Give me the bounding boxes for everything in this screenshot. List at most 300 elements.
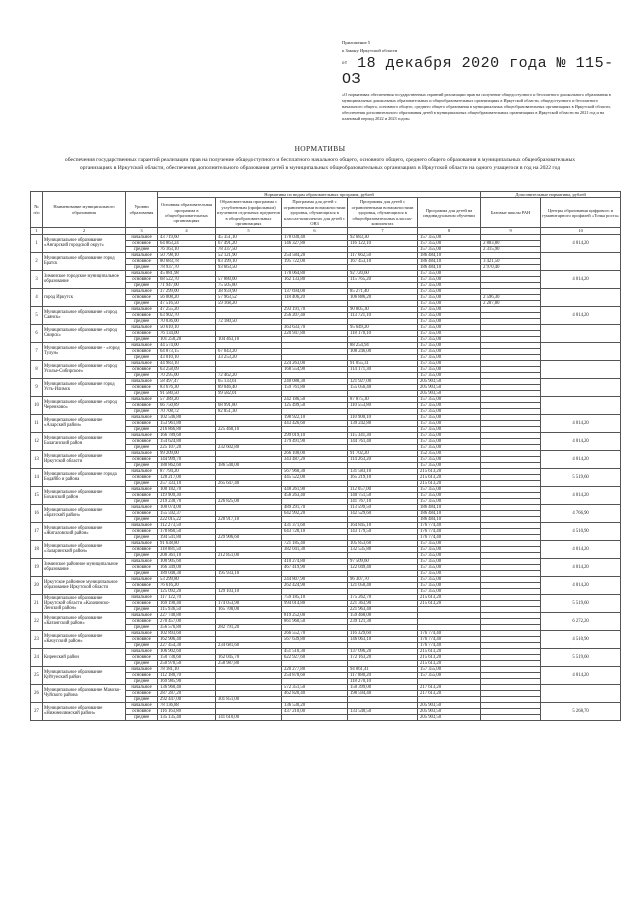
row-number: 27 bbox=[31, 702, 43, 720]
normative-value: 136 960,40 bbox=[158, 684, 216, 690]
municipality-name: Зиминское районное муниципальное образование bbox=[43, 558, 126, 576]
normative-value: 128 217,00 bbox=[158, 474, 216, 480]
normative-value: 82 851,30 bbox=[216, 408, 282, 414]
normative-value: 89 046,40 bbox=[216, 384, 282, 390]
normative-value: 125 499,50 bbox=[282, 402, 348, 408]
row-number: 19 bbox=[31, 558, 43, 576]
normative-value: 195 933,10 bbox=[216, 570, 282, 576]
education-level: среднее bbox=[126, 570, 158, 576]
municipality-name: Муниципальное образование «Заларинский район» bbox=[43, 540, 126, 558]
municipality-name: Муниципальное образование город Братск bbox=[43, 252, 126, 270]
column-number: 6 bbox=[282, 228, 348, 234]
normative-value: 68 522,70 bbox=[158, 276, 216, 282]
municipality-name: Муниципальное образование «Качугский район» bbox=[43, 630, 126, 648]
normative-value: 117 662,50 bbox=[348, 252, 418, 258]
normative-value: 221 963,40 bbox=[348, 606, 418, 612]
normative-value: 50 798,10 bbox=[158, 252, 216, 258]
normative-value: 157 355,00 bbox=[418, 456, 481, 462]
normative-value: 56 008,20 bbox=[158, 294, 216, 300]
normative-value: 157 355,00 bbox=[418, 402, 481, 408]
law-header bbox=[342, 40, 617, 122]
normative-value: 379 491,90 bbox=[282, 438, 348, 444]
normative-value: 227 454,30 bbox=[158, 642, 216, 648]
education-level: основное bbox=[126, 618, 158, 624]
normative-value: 382 041,30 bbox=[282, 546, 348, 552]
education-level: начальное bbox=[126, 288, 158, 294]
normative-value: 76 616,20 bbox=[158, 582, 216, 588]
normative-value: 115 341,30 bbox=[348, 432, 418, 438]
normative-value: 194 541,80 bbox=[158, 534, 216, 540]
normative-value: 139 242,80 bbox=[348, 420, 418, 426]
normative-value: 166 789,60 bbox=[158, 432, 216, 438]
normative-value: 232 602,80 bbox=[216, 444, 282, 450]
normative-value: 141 767,10 bbox=[348, 498, 418, 504]
normative-value: 2 315,90 bbox=[481, 246, 541, 252]
normative-value: 157 355,00 bbox=[418, 294, 481, 300]
normative-value: 75 505,80 bbox=[216, 282, 282, 288]
normative-value: 43 010,10 bbox=[158, 354, 216, 360]
normative-value: 146 063,10 bbox=[348, 636, 418, 642]
normative-value: 448 261,90 bbox=[282, 486, 348, 492]
tochka-rosta-value: 4 014,20 bbox=[541, 486, 621, 504]
normative-value: 90 805,30 bbox=[348, 306, 418, 312]
normative-value: 217 613,20 bbox=[418, 684, 481, 690]
municipality-name: Киренский район bbox=[43, 648, 126, 666]
row-number: 3 bbox=[31, 270, 43, 288]
column-header: Базовые школы РАН bbox=[481, 198, 541, 228]
education-level: начальное bbox=[126, 702, 158, 708]
normative-value: 112 180,70 bbox=[158, 672, 216, 678]
row-number: 5 bbox=[31, 306, 43, 324]
education-level: основное bbox=[126, 654, 158, 660]
row-number: 4 bbox=[31, 288, 43, 306]
education-level: среднее bbox=[126, 660, 158, 666]
normative-value: 122 049,40 bbox=[348, 564, 418, 570]
normative-value: 88 254,94 bbox=[348, 342, 418, 348]
normative-value: 169 190,40 bbox=[158, 600, 216, 606]
row-number: 14 bbox=[31, 468, 43, 486]
normative-value: 229 906,60 bbox=[216, 534, 282, 540]
law-reference: «О нормативах обеспечения государственных гарантий реализации прав на получение общедоступного и бесплатного дошкольного образования в муниципальных дошкольных образовательных и общеобразовательных организациях в Иркутской области, общедоступного и бесплатного начального общего, основного общего, среднего общего образования в муниципальных общеобразовательных организациях в Иркутской области, обеспечения дополнительного образования детей в муниципальных общеобразовательных организациях в Иркутской области на 2021 год и на плановый период 2022 и 2023 годов» bbox=[342, 92, 611, 122]
appendix-label: Приложение 5 bbox=[342, 40, 371, 45]
normative-value: 87 875,30 bbox=[348, 396, 418, 402]
municipality-name: Муниципальное образование «город Усолье-Сибирское» bbox=[43, 360, 126, 378]
normative-value: 215 613,20 bbox=[418, 594, 481, 600]
education-level: начальное bbox=[126, 558, 158, 564]
normative-value: 157 355,00 bbox=[418, 588, 481, 594]
education-level: среднее bbox=[126, 444, 158, 450]
education-level: основное bbox=[126, 672, 158, 678]
education-level: среднее bbox=[126, 534, 158, 540]
normative-value: 131 583,10 bbox=[348, 468, 418, 474]
education-level: основное bbox=[126, 690, 158, 696]
normative-value: 157 355,00 bbox=[418, 582, 481, 588]
municipality-name: Муниципальное образование «Нижнеилимский район» bbox=[43, 702, 126, 720]
normative-value: 83 676,30 bbox=[158, 384, 216, 390]
normative-value: 343 487,20 bbox=[282, 456, 348, 462]
normative-value: 70 295,00 bbox=[158, 372, 216, 378]
normative-value: 114 263,20 bbox=[348, 456, 418, 462]
education-level: начальное bbox=[126, 306, 158, 312]
normative-value: 157 355,00 bbox=[418, 354, 481, 360]
normative-value: 47 516,50 bbox=[158, 300, 216, 306]
row-number: 11 bbox=[31, 414, 43, 432]
education-level: начальное bbox=[126, 522, 158, 528]
normative-value: 186 484,10 bbox=[418, 252, 481, 258]
education-level: основное bbox=[126, 546, 158, 552]
normative-value: 178 064,80 bbox=[282, 270, 348, 276]
normative-value: 33 253,20 bbox=[216, 354, 282, 360]
normative-value: 217 613,20 bbox=[418, 690, 481, 696]
education-level: начальное bbox=[126, 468, 158, 474]
normative-value: 180 862,60 bbox=[158, 462, 216, 468]
normative-value: 159 468,00 bbox=[348, 612, 418, 618]
normative-value: 157 355,00 bbox=[418, 420, 481, 426]
normative-value: 125 092,20 bbox=[158, 588, 216, 594]
education-level: начальное bbox=[126, 342, 158, 348]
normative-value: 157 355,00 bbox=[418, 372, 481, 378]
normative-value: 176 774,40 bbox=[418, 534, 481, 540]
normative-value: 168 554,90 bbox=[282, 366, 348, 372]
education-level: среднее bbox=[126, 336, 158, 342]
column-number: 10 bbox=[541, 228, 621, 234]
normative-value: 136 530,20 bbox=[282, 702, 348, 708]
normative-value: 215 613,20 bbox=[418, 474, 481, 480]
municipality-name: Муниципальное образование Боханский район bbox=[43, 486, 126, 504]
normative-value: 176 774,40 bbox=[418, 630, 481, 636]
normative-value: 64 873,15 bbox=[158, 348, 216, 354]
row-number: 10 bbox=[31, 396, 43, 414]
row-number: 12 bbox=[31, 432, 43, 450]
normative-value: 113 721,10 bbox=[348, 312, 418, 318]
normative-value: 244 807,90 bbox=[282, 576, 348, 582]
normative-value: 2 287,80 bbox=[481, 300, 541, 306]
normative-value: 38 959,90 bbox=[216, 288, 282, 294]
normative-value: 93 663,50 bbox=[216, 264, 282, 270]
page-description: обеспечения государственных гарантий реализации прав на получение общедоступного и бесплатного начального общего, основного общего, среднего общего образования в муниципальных общеобразовательных организациях в Иркутской области, обеспечения дополнительного образования детей в муниципальных общеобразовательных организациях в Иркутской области на одного учащегося в год на 2022 год bbox=[64, 157, 576, 171]
normative-value: 239 121,30 bbox=[348, 618, 418, 624]
normative-value: 157 355,00 bbox=[418, 360, 481, 366]
normative-value: 157 355,00 bbox=[418, 324, 481, 330]
education-level: основное bbox=[126, 492, 158, 498]
municipality-name: город Иркутск bbox=[43, 288, 126, 306]
normative-value: 293 191,70 bbox=[282, 306, 348, 312]
normative-value: 451 510,30 bbox=[282, 648, 348, 654]
education-level: начальное bbox=[126, 234, 158, 240]
normative-value: 410 274,80 bbox=[282, 558, 348, 564]
education-level: начальное bbox=[126, 450, 158, 456]
education-level: среднее bbox=[126, 282, 158, 288]
normative-value: 169 985,90 bbox=[158, 678, 216, 684]
normative-value: 146 327,80 bbox=[282, 240, 348, 246]
normative-value: 106 886,20 bbox=[348, 294, 418, 300]
education-level: основное bbox=[126, 510, 158, 516]
normative-value: 101 250,20 bbox=[158, 336, 216, 342]
normative-value: 157 355,00 bbox=[418, 426, 481, 432]
normative-value: 78 181,10 bbox=[158, 666, 216, 672]
tochka-rosta-value bbox=[541, 342, 621, 360]
education-level: среднее bbox=[126, 246, 158, 252]
education-level: основное bbox=[126, 240, 158, 246]
normative-value: 157 355,00 bbox=[418, 564, 481, 570]
normative-value: 37 299,00 bbox=[158, 288, 216, 294]
normative-value: 157 355,00 bbox=[418, 414, 481, 420]
normative-value: 118 270,10 bbox=[348, 678, 418, 684]
page-title: НОРМАТИВЫ bbox=[294, 144, 346, 153]
tochka-rosta-value: 5 519,60 bbox=[541, 648, 621, 666]
normative-value: 567 968,30 bbox=[282, 468, 348, 474]
normative-value: 462 820,40 bbox=[282, 690, 348, 696]
normative-value: 121 050,40 bbox=[348, 582, 418, 588]
tochka-rosta-value bbox=[541, 360, 621, 378]
normative-value: 50 610,10 bbox=[158, 324, 216, 330]
normative-value: 224 263,00 bbox=[282, 360, 348, 366]
normative-value: 133 540,50 bbox=[348, 708, 418, 714]
tochka-rosta-value: 4 766,90 bbox=[541, 504, 621, 522]
normative-value: 80 683,78 bbox=[158, 258, 216, 264]
normative-value: 152 355,00 bbox=[418, 450, 481, 456]
tochka-rosta-value: 4 510,90 bbox=[541, 630, 621, 648]
normative-value: 76 163,10 bbox=[158, 246, 216, 252]
normative-value: 132 535,80 bbox=[348, 546, 418, 552]
normative-value: 157 355,00 bbox=[418, 546, 481, 552]
tochka-rosta-value: 4 014,20 bbox=[541, 540, 621, 558]
row-number: 8 bbox=[31, 360, 43, 378]
normative-value: 458 263,40 bbox=[282, 492, 348, 498]
municipality-name: Муниципальное образование «Братский район» bbox=[43, 504, 126, 522]
normative-value: 270 457,00 bbox=[158, 618, 216, 624]
normative-value: 572 351,50 bbox=[282, 684, 348, 690]
education-level: основное bbox=[126, 258, 158, 264]
education-level: основное bbox=[126, 366, 158, 372]
normative-value: 85 271,40 bbox=[348, 288, 418, 294]
normative-value: 256 207,40 bbox=[282, 312, 348, 318]
normative-value: 157 355,00 bbox=[418, 576, 481, 582]
column-header: Программа для детей на индивидуальном обучении bbox=[418, 198, 481, 228]
normative-value: 110 553,80 bbox=[348, 402, 418, 408]
education-level: среднее bbox=[126, 480, 158, 486]
normative-value: 99 582,01 bbox=[216, 390, 282, 396]
education-level: основное bbox=[126, 294, 158, 300]
tochka-rosta-value: 4 014,20 bbox=[541, 558, 621, 576]
normative-value: 216 866,80 bbox=[158, 426, 216, 432]
column-header: Программы для детей с ограниченными возможностями здоровья, обучающихся в общеобразовательных классах-комплектах bbox=[348, 198, 418, 228]
normative-value: 53 299,80 bbox=[158, 576, 216, 582]
normative-value: 117 880,20 bbox=[348, 672, 418, 678]
normative-value: 113 599,50 bbox=[348, 504, 418, 510]
normative-value: 63 902,70 bbox=[158, 312, 216, 318]
normative-value: 226 825,00 bbox=[216, 498, 282, 504]
tochka-rosta-value: 4 014,20 bbox=[541, 450, 621, 468]
tochka-rosta-value: 4 014,20 bbox=[541, 270, 621, 288]
normative-value: 157 355,00 bbox=[418, 246, 481, 252]
education-level: среднее bbox=[126, 426, 158, 432]
normative-value: 258 987,80 bbox=[216, 660, 282, 666]
education-level: среднее bbox=[126, 588, 158, 594]
municipality-name: Муниципальное образование города Бодайбо и района bbox=[43, 468, 126, 486]
normative-value: 227 740,80 bbox=[158, 612, 216, 618]
normative-value: 87 794,20 bbox=[158, 468, 216, 474]
normative-value: 186 540,00 bbox=[216, 462, 282, 468]
normative-value: 165 219,10 bbox=[348, 474, 418, 480]
normative-value: 65 133,61 bbox=[216, 378, 282, 384]
normative-value: 265 647,40 bbox=[216, 480, 282, 486]
municipality-name: Муниципальное образование «Жигаловский район» bbox=[43, 522, 126, 540]
normative-value: 157 355,00 bbox=[418, 288, 481, 294]
education-level: начальное bbox=[126, 594, 158, 600]
tochka-rosta-value bbox=[541, 288, 621, 306]
row-number: 1 bbox=[31, 234, 43, 252]
normative-value: 100 074,00 bbox=[158, 504, 216, 510]
normative-value: 431 371,60 bbox=[282, 522, 348, 528]
normative-value: 47 255,20 bbox=[158, 306, 216, 312]
normative-value: 63 258,09 bbox=[158, 366, 216, 372]
normative-value: 118 406,20 bbox=[282, 294, 348, 300]
normative-value: 157 355,00 bbox=[418, 396, 481, 402]
normative-value: 157 355,00 bbox=[418, 492, 481, 498]
column-header: Основная образовательная программа в общеобразовательных организациях bbox=[158, 198, 216, 228]
normative-value: 44 983,10 bbox=[158, 360, 216, 366]
education-level: среднее bbox=[126, 264, 158, 270]
normative-value: 221 363,90 bbox=[348, 600, 418, 606]
education-level: основное bbox=[126, 708, 158, 714]
normative-value: 198 922,10 bbox=[282, 414, 348, 420]
normative-value bbox=[282, 714, 348, 720]
normative-value: 266 552,70 bbox=[282, 630, 348, 636]
education-level: начальное bbox=[126, 666, 158, 672]
normative-value: 105 853,60 bbox=[348, 540, 418, 546]
education-level: основное bbox=[126, 474, 158, 480]
row-number: 18 bbox=[31, 540, 43, 558]
normative-value: 64 863,24 bbox=[158, 240, 216, 246]
normative-value: 186 484,10 bbox=[418, 264, 481, 270]
education-level: среднее bbox=[126, 696, 158, 702]
normative-value: 102 546,80 bbox=[158, 414, 216, 420]
education-level: начальное bbox=[126, 432, 158, 438]
normative-value: 157 355,00 bbox=[418, 558, 481, 564]
normative-value: 140 751,50 bbox=[348, 492, 418, 498]
normative-value: 100 905,60 bbox=[158, 558, 216, 564]
group-header-additional: Дополнительные нормативы, рублей bbox=[481, 192, 621, 198]
normative-value: 157 355,00 bbox=[418, 270, 481, 276]
normative-value: 95 649,20 bbox=[348, 324, 418, 330]
column-number: 7 bbox=[348, 228, 418, 234]
normative-value: 165 708,00 bbox=[216, 606, 282, 612]
normative-value: 157 355,00 bbox=[418, 240, 481, 246]
column-header-level: Уровни образования bbox=[126, 192, 158, 228]
row-number: 13 bbox=[31, 450, 43, 468]
row-number: 6 bbox=[31, 324, 43, 342]
normative-value: 642 992,20 bbox=[282, 510, 348, 516]
normative-value: 195 722,00 bbox=[282, 258, 348, 264]
row-number: 22 bbox=[31, 612, 43, 630]
normative-value: 72 180,50 bbox=[216, 318, 282, 324]
normative-value: 99 209,00 bbox=[158, 450, 216, 456]
normative-value: 282 791,20 bbox=[216, 624, 282, 630]
normative-value: 100 182,70 bbox=[158, 486, 216, 492]
row-number: 15 bbox=[31, 486, 43, 504]
column-header: Программа для детей с ограниченными возможностями здоровья, обучающихся в классах-комплектах для детей с ОВЗ bbox=[282, 198, 348, 228]
normative-value: 78 337,50 bbox=[216, 246, 282, 252]
normative-value: 76 134,00 bbox=[158, 330, 216, 336]
normative-value: 52 121,90 bbox=[216, 252, 282, 258]
normative-value: 356 576,80 bbox=[158, 624, 216, 630]
normative-value: 44 574,00 bbox=[158, 342, 216, 348]
education-level: основное bbox=[126, 402, 158, 408]
municipality-name: Муниципальное образование «город Черемхово» bbox=[43, 396, 126, 414]
tochka-rosta-value: 5 268,70 bbox=[541, 702, 621, 720]
normative-value: 215 613,20 bbox=[418, 648, 481, 654]
normative-value: 157 355,00 bbox=[418, 276, 481, 282]
municipality-name: Муниципальное образование Иркутской области «Казачинско-Ленский район» bbox=[43, 594, 126, 612]
education-level: основное bbox=[126, 276, 158, 282]
normative-value: 135 135,40 bbox=[158, 714, 216, 720]
date-number: 18 декабря 2020 года № 115-ОЗ bbox=[342, 55, 614, 89]
normative-value: 159 761,80 bbox=[282, 384, 348, 390]
normative-value: 219 238,70 bbox=[158, 498, 216, 504]
tochka-rosta-value: 4 014,20 bbox=[541, 576, 621, 594]
education-level: начальное bbox=[126, 360, 158, 366]
education-level: начальное bbox=[126, 324, 158, 330]
normative-value: 205 903,50 bbox=[418, 384, 481, 390]
column-number: 4 bbox=[158, 228, 216, 234]
normative-value: 91 702,20 bbox=[348, 450, 418, 456]
normative-value: 121 927,00 bbox=[348, 378, 418, 384]
normative-value: 622 927,60 bbox=[282, 654, 348, 660]
municipality-name: Муниципальное образование - «город Тулун» bbox=[43, 342, 126, 360]
normative-value: 166 349,00 bbox=[158, 564, 216, 570]
normative-value: 71 947,00 bbox=[158, 282, 216, 288]
education-level: среднее bbox=[126, 552, 158, 558]
normative-value: 143 179,50 bbox=[348, 528, 418, 534]
education-level: начальное bbox=[126, 648, 158, 654]
normative-value: 157 355,00 bbox=[418, 234, 481, 240]
row-number: 23 bbox=[31, 630, 43, 648]
tochka-rosta-value: 4 014,20 bbox=[541, 414, 621, 432]
normative-value: 157 355,00 bbox=[418, 336, 481, 342]
normative-value: 215 613,20 bbox=[418, 600, 481, 606]
normative-value: 242 186,50 bbox=[282, 396, 348, 402]
normative-value: 59 168,20 bbox=[216, 300, 282, 306]
normative-value: 57 963,52 bbox=[216, 294, 282, 300]
normative-value: 162 133,80 bbox=[282, 276, 348, 282]
normative-value: 118 881,50 bbox=[158, 546, 216, 552]
normative-value: 83 399,10 bbox=[216, 258, 282, 264]
tochka-rosta-value bbox=[541, 378, 621, 396]
education-level: начальное bbox=[126, 504, 158, 510]
normative-value: 178 030,40 bbox=[282, 234, 348, 240]
normative-value: 220 947,80 bbox=[282, 330, 348, 336]
normative-value: 157 355,00 bbox=[418, 408, 481, 414]
normative-value: 299 019,10 bbox=[282, 432, 348, 438]
normative-value: 198 594,40 bbox=[348, 690, 418, 696]
tochka-rosta-value: 4 510,90 bbox=[541, 522, 621, 540]
column-number: 1 bbox=[31, 228, 43, 234]
normative-value: 759 185,10 bbox=[282, 594, 348, 600]
normative-value: 262 424,90 bbox=[282, 582, 348, 588]
normatives-table bbox=[30, 191, 621, 721]
tochka-rosta-value bbox=[541, 396, 621, 414]
normative-value: 96 307,70 bbox=[348, 576, 418, 582]
normative-value: 157 355,00 bbox=[418, 540, 481, 546]
municipality-name: Муниципальное образование «Ангарский городской округ» bbox=[43, 234, 126, 252]
education-level: среднее bbox=[126, 624, 158, 630]
normative-value: 97 509,60 bbox=[348, 558, 418, 564]
normative-value: 994 014,80 bbox=[282, 600, 348, 606]
normative-value: 110 900,10 bbox=[348, 414, 418, 420]
column-header-name: Наименование муниципального образования bbox=[43, 192, 126, 228]
municipality-name: Муниципальное образование Мамско-Чуйского района bbox=[43, 684, 126, 702]
